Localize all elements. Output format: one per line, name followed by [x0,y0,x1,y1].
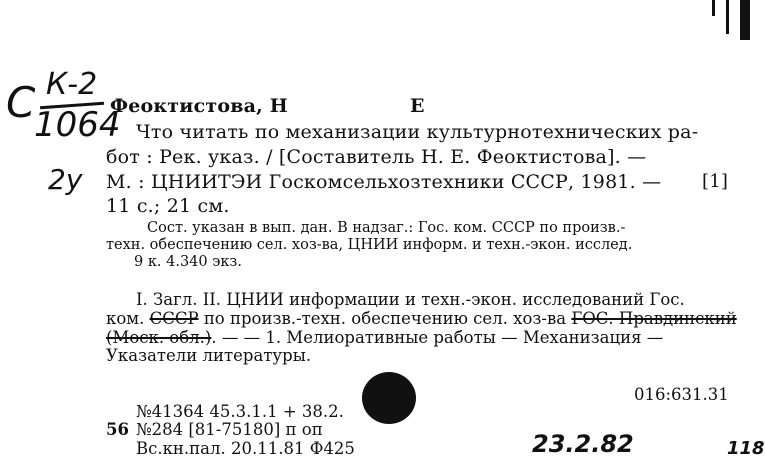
udc-number: 016:631.31 [634,385,729,404]
title-line-1: Что читать по механизации культурнотехнических ра- [136,121,699,143]
bracket-mark: [1] [702,171,729,192]
corner-mark: 118 [727,438,765,459]
scan-edge-mark [726,0,729,34]
title-line-4: 11 с.; 21 см. [106,195,230,217]
footer-line-2: №284 [81-75180] п оп [136,420,323,439]
ink-blot [362,372,416,424]
tracing-rest: по произв.-техн. обеспечению сел. хоз-ва [203,309,567,328]
subject-headings: . — — 1. Мелиоративные работы — Механизация — [211,328,664,347]
tracing-line-1: I. Загл. II. ЦНИИ информации и техн.-экон. исследований Гос. [136,290,685,309]
scan-edge-mark [712,0,715,16]
shelf-mark: 2у [48,163,83,196]
scan-edge-mark [740,0,750,40]
struck-mosk-obl: (Моск. обл.) [106,328,212,347]
note-line-3: 9 к. 4.340 экз. [134,254,242,270]
author-name: Феоктистова, Н [110,95,288,117]
tracing-line-2 [106,311,737,328]
tracing-line-3 [106,330,663,347]
title-line-3: М. : ЦНИИТЭИ Госкомсельхозтехники СССР, 1981. — [106,171,662,193]
footer-line-3: Вс.кн.пал. 20.11.81 Ф425 [136,439,355,458]
call-number-prefix: С [6,78,36,127]
struck-pravdinsky: ГОС. Правдинский [571,309,737,328]
call-number-bottom: 1064 [34,105,121,145]
call-number-top: К-2 [46,67,98,102]
title-line-2: бот : Рек. указ. / [Составитель Н. Е. Феоктистова]. — [106,146,647,168]
footer-number: 56 [106,420,129,439]
footer-line-1: №41364 45.3.1.1 + 38.2. [136,402,344,421]
note-line-2: техн. обеспечению сел. хоз-ва, ЦНИИ информ. и техн.-экон. исслед. [106,237,633,253]
tracing-line-4: Указатели литературы. [106,346,312,365]
struck-sssr: СССР [149,309,199,328]
handwritten-date: 23.2.82 [532,430,634,458]
author-initial: Е [410,95,425,117]
tracing-kom: ком. [106,309,145,328]
note-line-1: Сост. указан в вып. дан. В надзаг.: Гос. ком. СССР по произв.- [147,220,626,236]
